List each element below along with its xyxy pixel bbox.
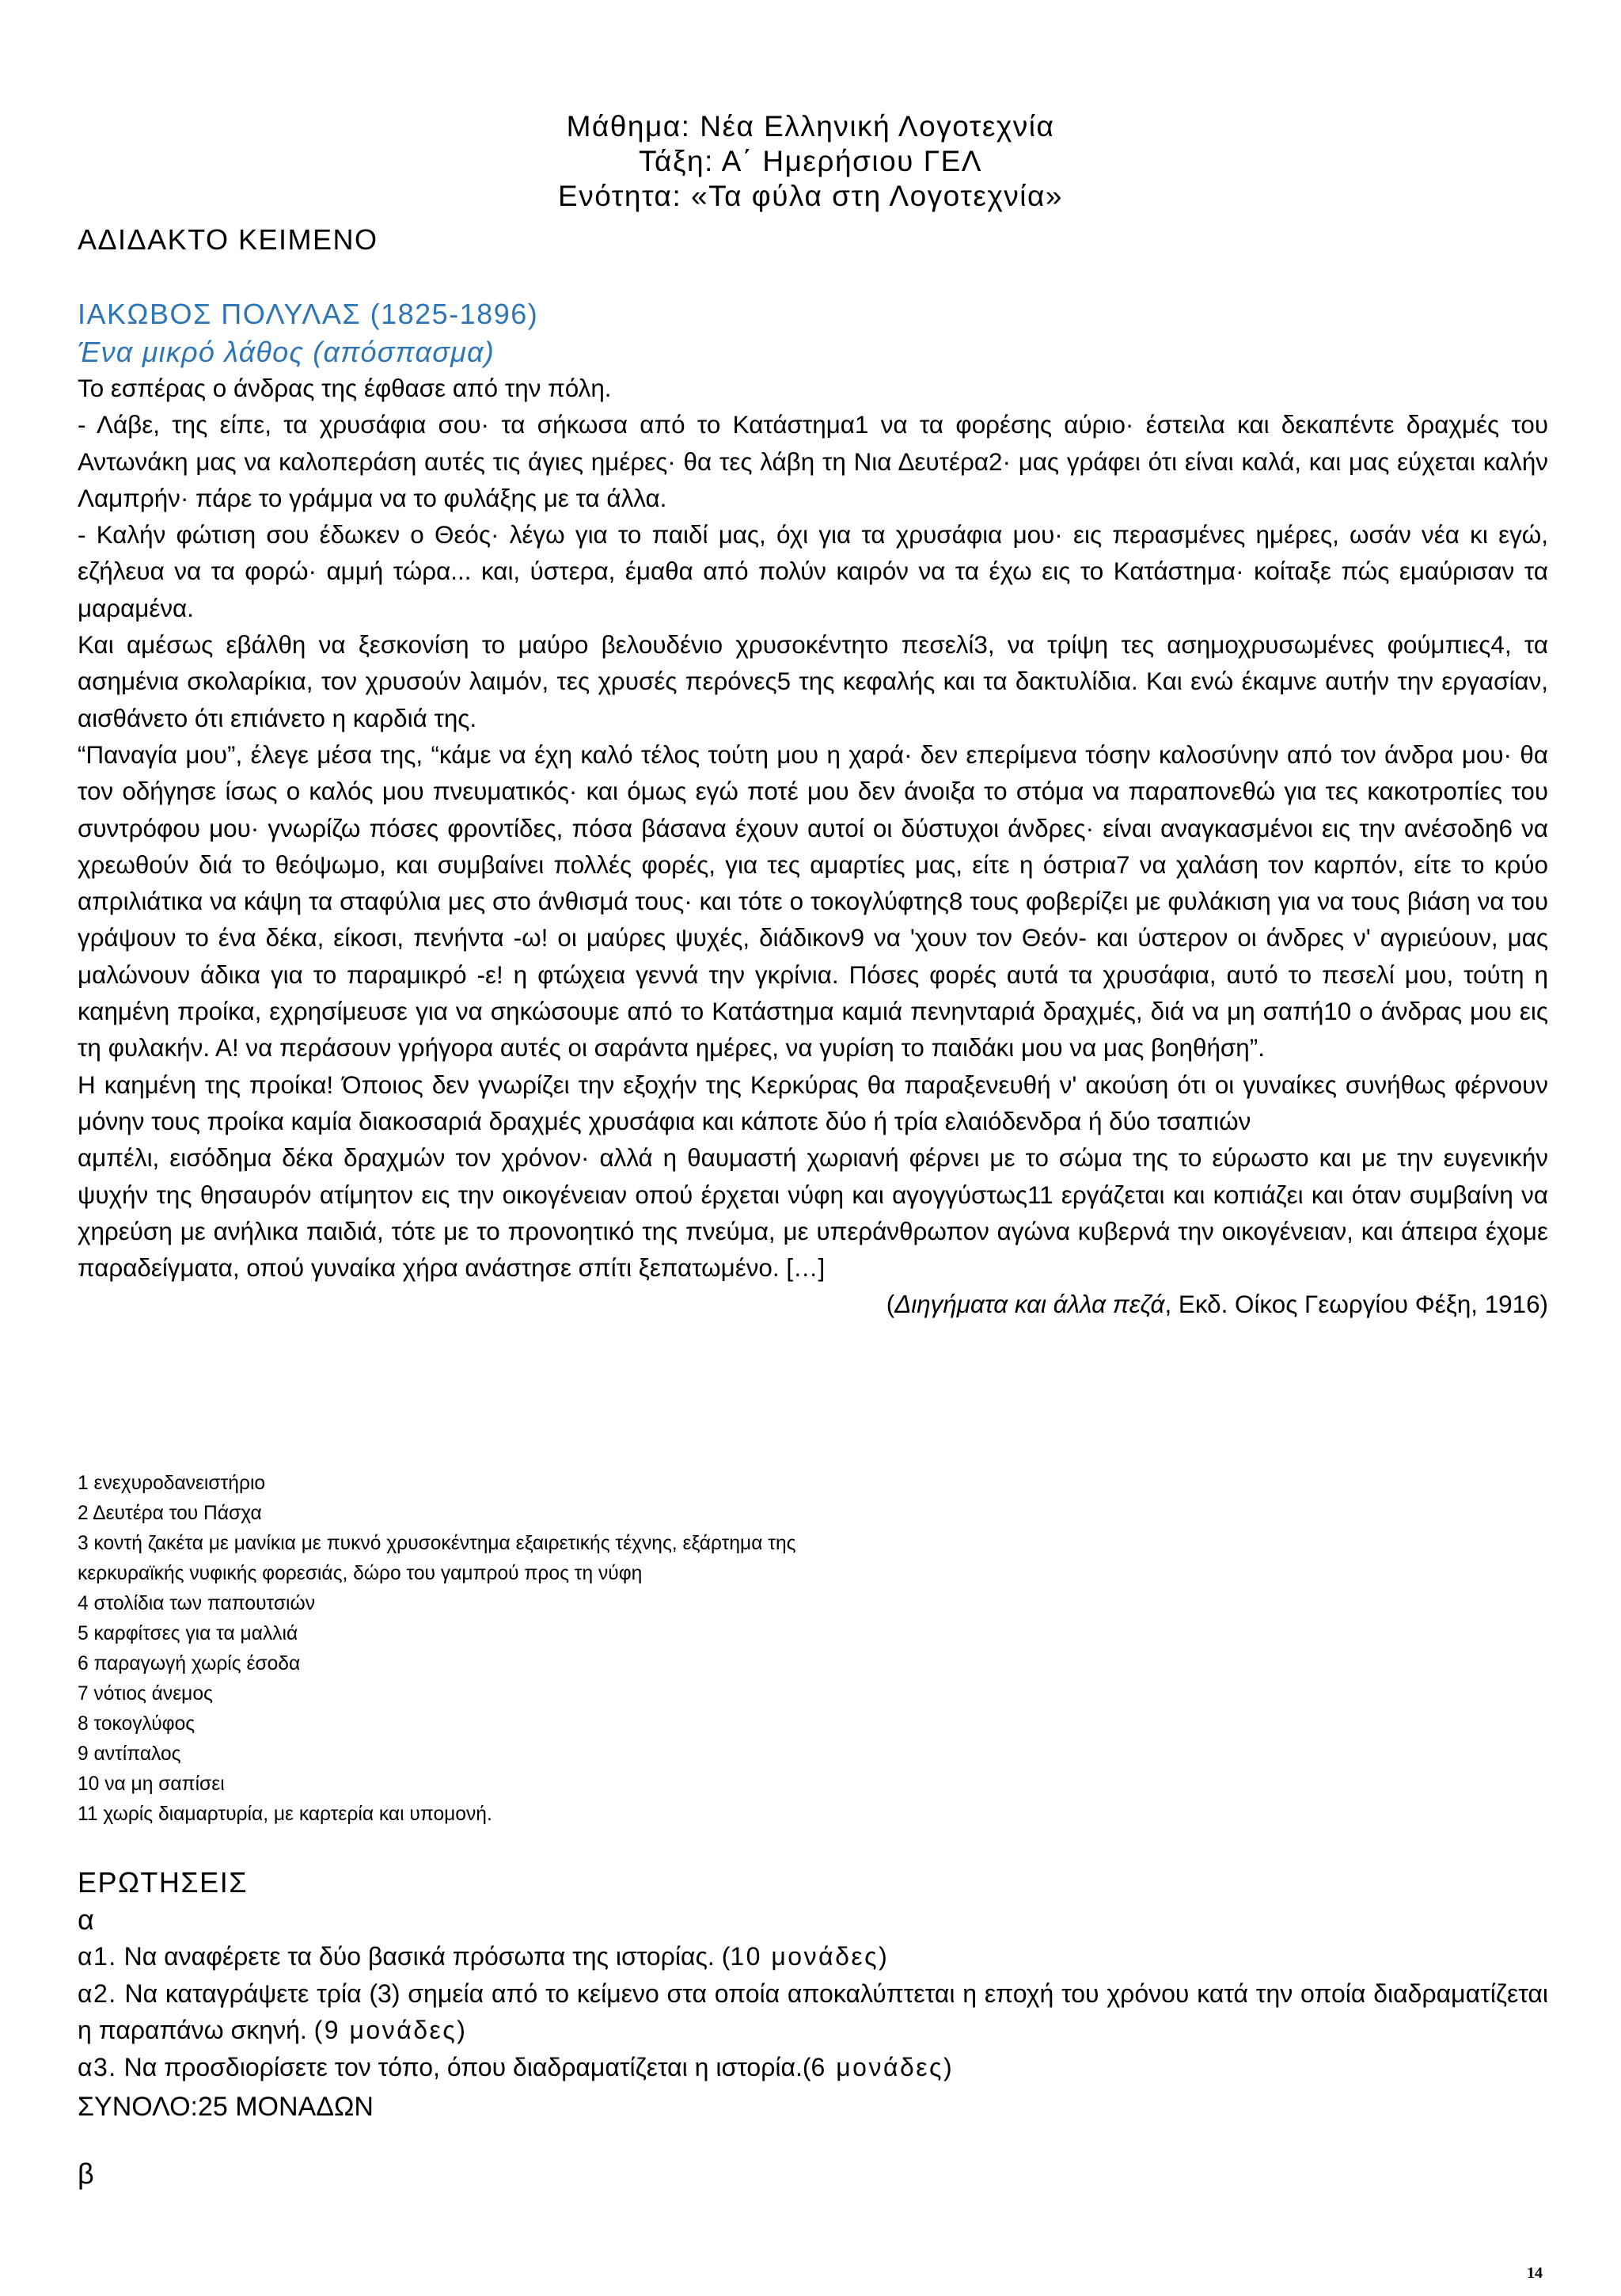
footnote: 3 κοντή ζακέτα με μανίκια με πυκνό χρυσοκέντημα εξαιρετικής τέχνης, εξάρτημα της — [78, 1533, 796, 1554]
paragraph: - Καλήν φώτιση σου έδωκεν ο Θεός· λέγω για το παιδί μας, όχι για τα χρυσάφια μου· εις περασμένες ημέρες, ωσάν νέα κι εγώ, εζήλευα να τα φορώ· αμμή τώρα... και, ύστερα, έμαθα από πολύν καιρόν να τα έχω εις το Κατάστημα· κοίταξε πώς εμαύρισαν τα μαραμένα. — [78, 521, 1548, 622]
question-a2: α2. Να καταγράψετε τρία (3) σημεία από το κείμενο στα οποία αποκαλύπτεται η εποχή του χρόνου κατά την οποία διαδραματίζεται η παραπάνω σκηνή. (9 μονάδες) — [78, 1979, 1548, 2044]
page-number: 14 — [1527, 2264, 1543, 2282]
paragraph: “Παναγία μου”, έλεγε μέσα της, “κάμε να έχη καλό τέλος τούτη μου η χαρά· δεν επερίμενα τόσην καλοσύνην από τον άνδρα μου· θα τον οδήγησε ίσως ο καλός μου πνευματικός· και όμως εγώ ποτέ μου δεν άνοιξα το στόμα να παραπονεθώ για τες κακοτροπίες του συντρόφου μου· γνωρίζω πόσες φροντίδες, πόσα βάσανα έχουν αυτοί οι δύστυχοι άνδρες· είναι αναγκασμένοι εις την ανέσοδη6 να χρεωθούν διά το θεόψωμο, και συμβαίνει πολλές φορές, για τες αμαρτίες μας, είτε η όστρια7 να χαλάση τον καρπόν, είτε το κρύο απριλιάτικα να κάψη τα σταφύλια μες στο άνθισμά τους· και τότε ο τοκογλύφτης8 τους φοβερίζει με φυλάκιση για να τους βιάση να του γράψουν το ένα δέκα, είκοσι, πενήντα -ω! οι μαύρες ψυχές, διάδικον9 να 'χουν τον Θεόν- και ύστερον οι άνδρες ν' αγριεύουν, μας μαλώνουν άδικα για το παραμικρό -ε! η φτώχεια γεννά την γκρίνια. Πόσες φορές αυτά τα χρυσάφια, αυτό το πεσελί μου, τούτη η καημένη προίκα, εχρησίμευσε για να σηκώσουμε από το Κατάστημα καμιά πενηνταριά δραχμές, διά να μη σαπή10 ο άνδρας μου εις τη φυλακήν. Α! να περάσουν γρήγορα αυτές οι σαράντα ημέρες, να γυρίση το παιδάκι μου να μας βοηθήση”. — [78, 740, 1548, 1062]
footnote: κερκυραϊκής νυφικής φορεσιάς, δώρο του γαμπρού προς τη νύφη — [78, 1563, 643, 1584]
unit-line: Ενότητα: «Τα φύλα στη Λογοτεχνία» — [558, 180, 1063, 212]
footnote: 6 παραγωγή χωρίς έσοδα — [78, 1653, 301, 1674]
document-header — [0, 109, 1621, 214]
question-a3: α3. Να προσδιορίσετε τον τόπο, όπου διαδραματίζεται η ιστορία.(6 μονάδες) — [78, 2052, 952, 2081]
questions-heading: ΕΡΩΤΗΣΕΙΣ — [78, 1866, 248, 1899]
subject-line: Μάθημα: Νέα Ελληνική Λογοτεχνία — [566, 110, 1055, 143]
unseen-text-body — [78, 371, 1548, 1324]
section-a-label: α — [78, 1903, 94, 1936]
footnote: 2 Δευτέρα του Πάσχα — [78, 1503, 262, 1524]
paragraph: Και αμέσως εβάλθη να ξεσκονίση το μαύρο βελουδένιο χρυσοκέντητο πεσελί3, να τρίψη τες ασημοχρυσωμένες φούμπιες4, τα ασημένια σκολαρίκια, τον χρυσούν λαιμόν, τες χρυσές περόνες5 της κεφαλής και τα δακτυλίδια. Και ενώ έκαμνε αυτήν την εργασίαν, αισθάνετο ότι επιάνετο η καρδιά της. — [78, 631, 1548, 732]
footnote: 9 αντίπαλος — [78, 1743, 181, 1765]
footnote: 11 χωρίς διαμαρτυρία, με καρτερία και υπομονή. — [78, 1804, 492, 1825]
footnote: 5 καρφίτσες για τα μαλλιά — [78, 1623, 298, 1644]
paragraph: Η καημένη της προίκα! Όποιος δεν γνωρίζει την εξοχήν της Κερκύρας θα παραξενευθή ν' ακούση ότι οι γυναίκες συνήθως φέρνουν μόνην τους προίκα καμία διακοσαριά δραχμές χρυσάφια και κάποτε δύο ή τρία ελαιόδενδρα ή δύο τσαπιών — [78, 1070, 1548, 1135]
paragraph: Το εσπέρας ο άνδρας της έφθασε από την πόλη. — [78, 374, 612, 402]
total-points: ΣΥΝΟΛΟ:25 ΜΟΝΑΔΩΝ — [78, 2092, 374, 2122]
source-citation: (Διηγήματα και άλλα πεζά, Εκδ. Οίκος Γεωργίου Φέξη, 1916) — [886, 1291, 1548, 1319]
questions-section — [78, 1865, 1548, 2126]
paragraph: αμπέλι, εισόδημα δέκα δραχμών τον χρόνον· αλλά η θαυμαστή χωριανή φέρνει με το σώμα της το εύρωστο και με την ευγενικήν ψυχήν της θησαυρόν ατίμητον εις την οικογένειαν οπού έρχεται νύφη και αγογγύστως11 εργάζεται και κοπιάζει και όταν συμβαίνη να χηρεύση με ανήλικα παιδιά, τότε με το προνοητικό της πνεύμα, με υπεράνθρωπον αγώνα κυβερνά την οικογένειαν, και άπειρα έχομε παραδείγματα, οπού γυναίκα χήρα ανάστησε σπίτι ξεπατωμένο. […] — [78, 1144, 1548, 1283]
paragraph: - Λάβε, της είπε, τα χρυσάφια σου· τα σήκωσα από το Κατάστημα1 να τα φορέσης αύριο· έστειλα και δεκαπέντε δραχμές του Αντωνάκη μας να καλοπεράση αυτές τις άγιες ημέρες· θα τες λάβη τη Νια Δευτέρα2· μας γράφει ότι είναι καλά, και μας εύχεται καλήν Λαμπρήν· πάρε το γράμμα να το φυλάξης με τα άλλα. — [78, 411, 1548, 512]
section-b-label: β — [78, 2157, 94, 2190]
source-title: Διηγήματα και άλλα πεζά — [894, 1291, 1165, 1319]
class-line: Τάξη: Α΄ Ημερήσιου ΓΕΛ — [639, 145, 982, 177]
work-title: Ένα μικρό λάθος (απόσπασμα) — [78, 336, 495, 368]
footnote: 1 ενεχυροδανειστήριο — [78, 1473, 266, 1494]
footnote: 4 στολίδια των παπουτσιών — [78, 1593, 316, 1614]
author-heading: ΙΑΚΩΒΟΣ ΠΟΛΥΛΑΣ (1825-1896) — [78, 298, 539, 330]
footnote: 10 να μη σαπίσει — [78, 1773, 225, 1795]
footnote: 8 τοκογλύφος — [78, 1713, 196, 1735]
footnote: 7 νότιος άνεμος — [78, 1683, 213, 1705]
footnotes — [78, 1469, 1027, 1830]
question-a1: α1. Να αναφέρετε τα δύο βασικά πρόσωπα της ιστορίας. (10 μονάδες) — [78, 1942, 887, 1971]
section-title: ΑΔΙΔΑΚΤΟ ΚΕΙΜΕΝΟ — [78, 223, 378, 256]
